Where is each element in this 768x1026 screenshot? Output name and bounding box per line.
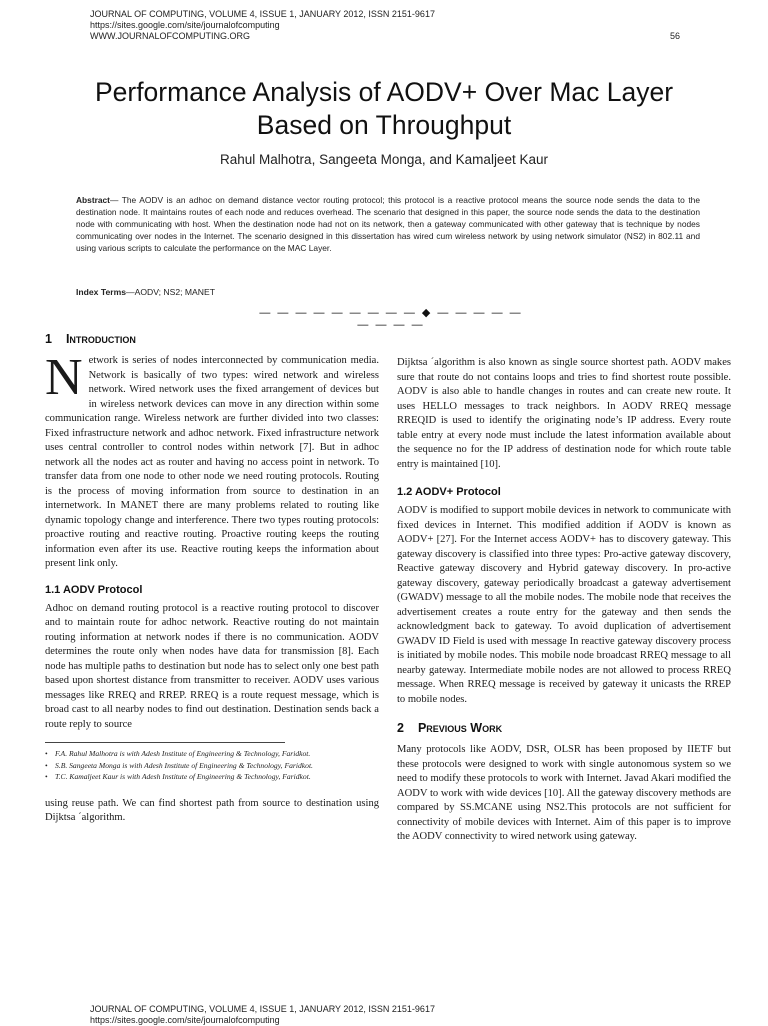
- dijkstra-paragraph: Dijktsa ´algorithm is also known as single source shortest path. AODV makes sure that route do not contains loops and tries to find shortest route possible. AODV is also able to handle changes in routes and can create new route. It uses HELLO messages to track neighbors. In AODV RREQ message RREQID is used to identify the originating node’s IP address. Every route table entry at every node must include the latest information available about the sequence no for the IP address of destination node for which route table entry is maintained [10].: [397, 357, 731, 470]
- author-list: Rahul Malhotra, Sangeeta Monga, and Kamaljeet Kaur: [220, 152, 548, 167]
- index-terms: [76, 287, 700, 297]
- title-line-1: Performance Analysis of AODV+ Over Mac Layer: [94, 77, 674, 107]
- left-column: [45, 332, 379, 826]
- journal-website[interactable]: WWW.JOURNALOFCOMPUTING.ORG: [90, 31, 250, 41]
- index-terms-text: —AODV; NS2; MANET: [126, 287, 215, 297]
- running-header: [90, 9, 680, 42]
- footnote-rule: [45, 742, 285, 743]
- aodv-paragraph: Adhoc on demand routing protocol is a reactive routing protocol to discover and to maintain route for adhoc network. Reactive routing do not maintain routing information at network nodes if there is no communication. AODV determines the route only when nodes have data for transmission [8]. Each node has multiple paths to destination but node has to select only one best path based upon shortest distance from transmitter to receiver. AODV uses various messages like RREQ and RREP. RREQ is a route request message, which is broad cast to all nearby nodes to find out destination. Destination sends back a route reply to source: [45, 602, 379, 730]
- section-divider: — — — — — — — — — ◆ — — — — — — — — —: [259, 307, 523, 331]
- abstract-text: — The AODV is an adhoc on demand distance vector routing protocol; this protocol is a reactive protocol means the source node sends the data to the destination node. It maintains routes of each node and reduces overhead. The scenario that designed in this paper, the source node sends the data to the destination node with communicating with host. When the destination node had not on its network, then a gateway communicated with other gateway that is technique by nodes communicating over nodes in the Internet. The scenario designed in this dissertation has wired cum wireless network by using network simulator (NS2) in 802.11 and using various scripts to calculate the performance on the MAC Layer.: [76, 195, 700, 254]
- journal-url[interactable]: https://sites.google.com/site/journalofcomputing: [90, 20, 280, 30]
- section-number: 1: [45, 332, 52, 346]
- section-heading-previous-work: [397, 721, 731, 735]
- section-heading-introduction: [45, 332, 379, 346]
- footnote-item: • F.A. Rahul Malhotra is with Adesh Institute of Engineering & Technology, Faridkot.: [45, 749, 379, 760]
- subsection-heading-aodv-plus: 1.2 AODV+ Protocol: [397, 486, 501, 498]
- footer-journal-url[interactable]: https://sites.google.com/site/journalofcomputing: [90, 1015, 280, 1025]
- footer-journal-info: JOURNAL OF COMPUTING, VOLUME 4, ISSUE 1, JANUARY 2012, ISSN 2151-9617: [90, 1004, 435, 1014]
- page-number: 56: [669, 31, 680, 41]
- title-line-2: Based on Throughput: [256, 110, 512, 140]
- footnote-item: • S.B. Sangeeta Monga is with Adesh Institute of Engineering & Technology, Faridkot.: [45, 761, 379, 772]
- previous-work-paragraph: Many protocols like AODV, DSR, OLSR has been proposed by IIETF but these protocols were designed to work with single autonomous system so we need to modify these protocols to work with Internet. Javad Akari modified the AODV to work with wide devices [10]. All the gateway discovery methods are compared by SS.MCANE using NS2.This protocols are not sufficient for connectivity of mobile devices with Internet. Aim of this paper is to improve the AODV connectivity to wired network using gateway.: [397, 744, 731, 842]
- journal-info: JOURNAL OF COMPUTING, VOLUME 4, ISSUE 1, JANUARY 2012, ISSN 2151-9617: [90, 9, 435, 19]
- intro-paragraph: [45, 349, 379, 572]
- author-footnotes: [45, 749, 379, 783]
- abstract-label: Abstract: [76, 195, 110, 205]
- right-column: [397, 356, 731, 845]
- drop-cap: N: [45, 349, 83, 406]
- index-terms-label: Index Terms: [76, 287, 126, 297]
- intro-text: etwork is series of nodes interconnected by communication media. Network is basically of two types: wired network and wireless network. Wired network uses the fixed arrangement of devices but in wireless network devices can move in any direction within some communication range. Wireless network are further divided into two classes: Fixed infrastructure network and adhoc network. Fixed infrastructure network uses central controller to control nodes within network [7]. But in adhoc network all the nodes act as router and having no access point in network. To transfer data from one node to other node we need routing protocols. Routing is the process of moving information from source to destination in an internetwork. In MANET there are many problems related to routing like dynamic topology change and interference. There two types routing protocols: proactive routing and reactive routing. Proactive routing keeps the routing information even after its use. Reactive routing keeps the information about present link only.: [45, 355, 379, 569]
- aodv-paragraph-continued: using reuse path. We can find shortest path from source to destination using Dijktsa ´algorithm.: [45, 797, 379, 823]
- abstract: [76, 194, 700, 254]
- section-title: Previous Work: [417, 721, 503, 735]
- subsection-heading-aodv: 1.1 AODV Protocol: [45, 583, 143, 596]
- aodv-plus-paragraph: AODV is modified to support mobile devices in network to communicate with fixed devices in Internet. This modified addition if AODV is known as AODV+ [27]. For the Internet access AODV+ has to discovery gateway. This gateway discovery is classified into three types: Pro-active gateway discovery, Reactive gateway discovery and Hybrid gateway discovery. In pro-active gateway discovery, gateway periodically broadcast a gateway advertisement (GWADV) message to all the mobile nodes. The mobile node that receives the advertisement creates a route entry for the gateway and then sends the acknowledgment back to gateway. To avoid duplication of advertisement GWADV ID Field is used with message In reactive gateway discovery process is initiated by mobile nodes. This mobile node broadcast RREQ message to all nearby gateway. Intermediate mobile nodes are not allowed to process RREQ message. When RREQ message is received by gateway it unicasts the RREP to mobile nodes.: [397, 505, 731, 705]
- section-title: Introduction: [65, 332, 136, 346]
- section-number: 2: [397, 721, 404, 735]
- paper-title: [30, 76, 738, 142]
- footnote-item: • T.C. Kamaljeet Kaur is with Adesh Institute of Engineering & Technology, Faridkot.: [45, 772, 379, 783]
- running-footer: [90, 1004, 680, 1026]
